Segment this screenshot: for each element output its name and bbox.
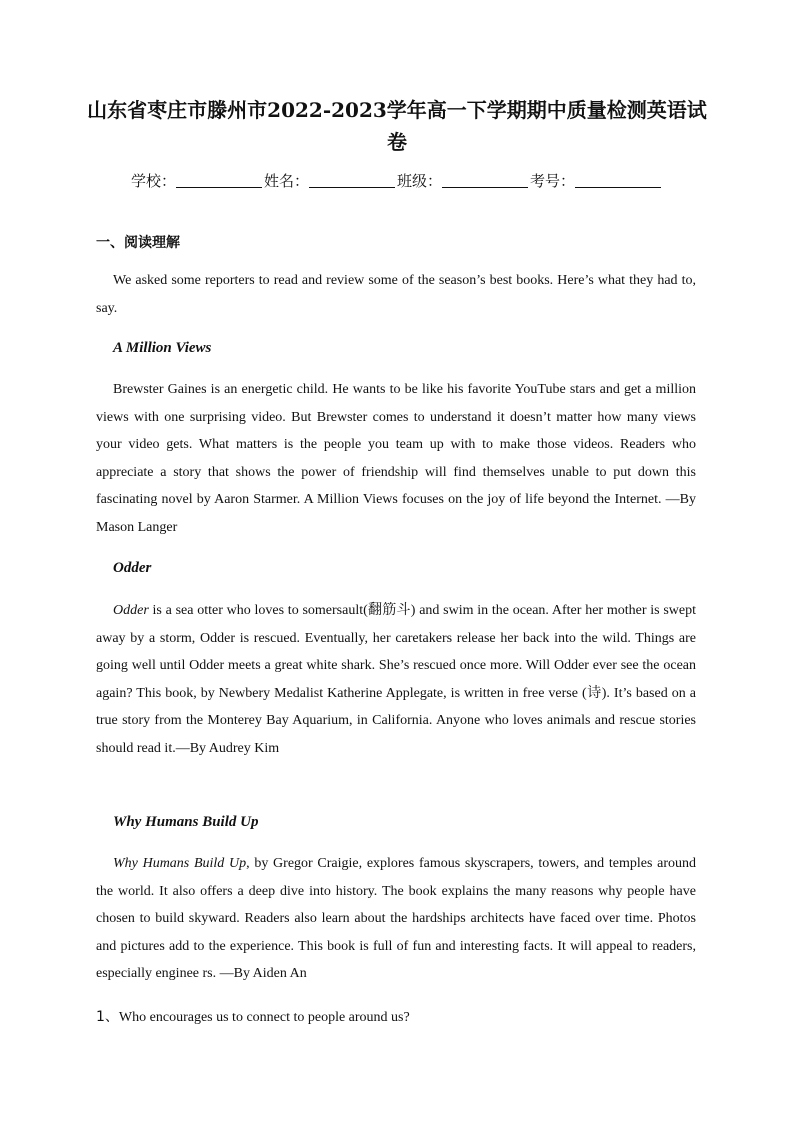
book1-text: Brewster Gaines is an energetic child. He wants to be like his favorite YouTube stars and get a million views with one surprising video. But Brewster comes to understand it doesn’t matter how many views your video gets. What matters is the people you team up with to make those videos. Readers who appreciate a story that shows the power of friendship will find themselves unable to put down this fascinating novel by Aaron Starmer. A Million Views focuses on the joy of life beyond the Internet. —By Mason Langer: [96, 382, 696, 535]
name-label: 姓名：: [263, 172, 309, 190]
book1-heading: A Million Views: [113, 340, 212, 356]
book1-review: [96, 376, 696, 542]
book2-title-inline: Odder: [113, 603, 149, 618]
book3-title-inline: Why Humans Build Up: [113, 856, 247, 871]
book2-text: is a sea otter who loves to somersault(翻筋斗) and swim in the ocean. After her mother is swept away by a storm, Odder is rescued. Eventually, her caretakers release her back into the wild. Things are going well until Odder meets a great white shark. She’s rescued once more. Will Odder ever see the ocean again? This book, by Newbery Medalist Katherine Applegate, is written in free verse (诗). It’s based on a true story from the Monterey Bay Aquarium, in California. Anyone who loves animals and rescue stories should read it.—By Audrey Kim: [96, 603, 696, 756]
school-blank[interactable]: [176, 171, 262, 188]
question-1-number: 1、: [96, 1009, 119, 1025]
question-1-text: Who encourages us to connect to people around us?: [118, 1010, 410, 1025]
book3-review: [96, 850, 696, 988]
class-label: 班级：: [397, 172, 443, 190]
student-info-row: [0, 170, 794, 191]
question-1: [96, 1006, 410, 1026]
exam-title: [80, 94, 714, 158]
book3-text: , by Gregor Craigie, explores famous skyscrapers, towers, and temples around the world. It also offers a deep dive into history. The book explains the many reasons why people have chosen to build skyward. Readers also learn about the hardships architects have faced over time. Photos and pictures add to the experience. This book is full of fun and interesting facts. It will appeal to readers, especially enginee rs. —By Aiden An: [96, 856, 696, 982]
book2-review: [96, 597, 696, 763]
title-line-1: 山东省枣庄市滕州市2022-2023学年高一下学期期中质量检测英语试: [87, 98, 707, 122]
book3-heading: Why Humans Build Up: [113, 814, 259, 830]
name-blank[interactable]: [309, 171, 395, 188]
id-label: 考号：: [530, 172, 576, 190]
intro-paragraph: [96, 267, 696, 322]
id-blank[interactable]: [575, 171, 661, 188]
book2-heading: Odder: [113, 560, 152, 576]
section-heading: 一、阅读理解: [96, 235, 180, 251]
title-line-2: 卷: [387, 130, 407, 154]
intro-text: We asked some reporters to read and review some of the season’s best books. Here’s what they had to, say.: [96, 273, 696, 316]
class-blank[interactable]: [442, 171, 528, 188]
school-label: 学校：: [130, 172, 176, 190]
